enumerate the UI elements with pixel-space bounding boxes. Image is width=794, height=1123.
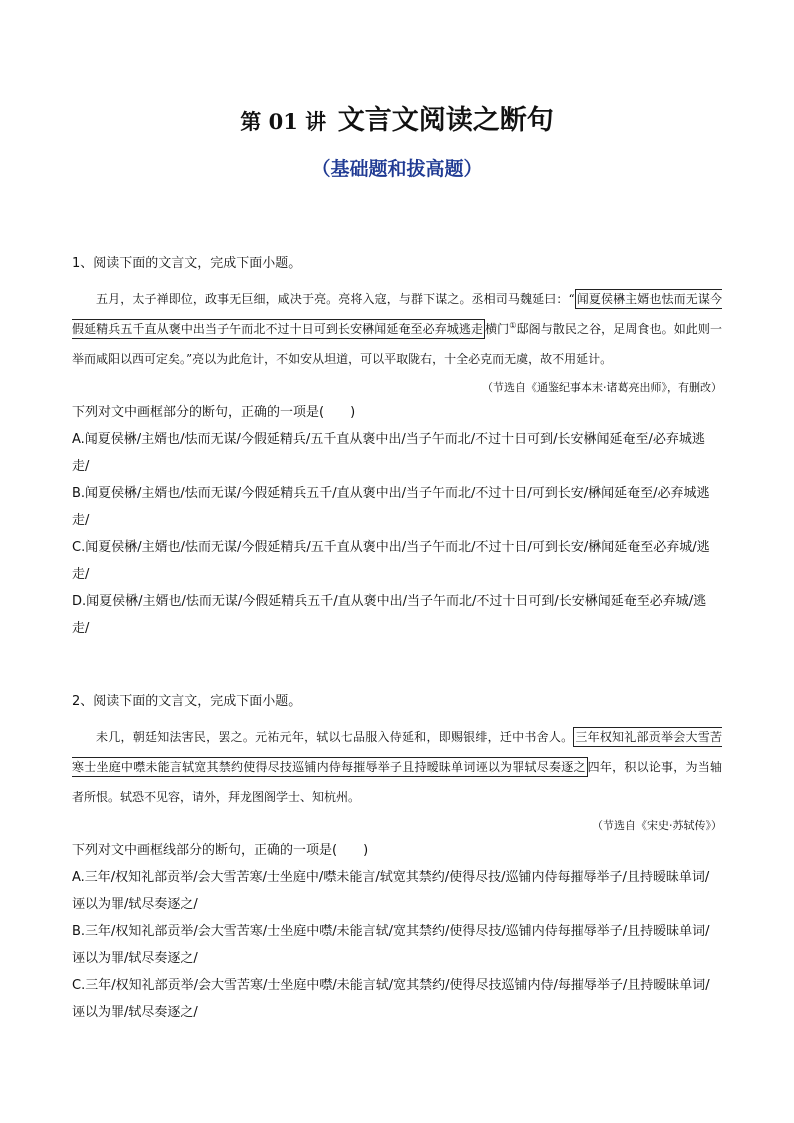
boxed-passage: 闻夏侯楙主婿也怯而无谋今假延精兵五千直从褒中出当子午而北不过十日可到长安楙闻延奄至必弃城逃走 xyxy=(72,289,722,339)
question-1-passage xyxy=(72,284,722,374)
question-1-prompt: 下列对文中画框部分的断句，正确的一项是( ) xyxy=(72,405,356,420)
answer-option-c: C.闻夏侯楙/主婿也/怯而无谋/今假延精兵/五千直从褒中出/当子午而北/不过十日/可到长安/楙闻延奄至必弃城/逃走/ xyxy=(72,540,710,582)
question-1 xyxy=(72,254,722,642)
passage-source: （节选自《宋史·苏轼传》） xyxy=(592,819,722,832)
answer-option-b: B.三年/权知礼部贡举/会大雪苦寒/士坐庭中噤/未能言轼/宽其禁约/使得尽技/巡铺内侍每摧辱举子/且持暧昧单词/诬以为罪/轼尽奏逐之/ xyxy=(72,924,710,966)
answer-option-a: A.闻夏侯楙/主婿也/怯而无谋/今假延精兵/五千直从褒中出/当子午而北/不过十日可到/长安楙闻延奄至/必弃城逃走/ xyxy=(72,432,705,474)
question-1-intro: 1、阅读下面的文言文，完成下面小题。 xyxy=(72,256,302,271)
footnote-marker: ① xyxy=(509,321,517,330)
answer-option-c: C.三年/权知礼部贡举/会大雪苦寒/士坐庭中噤/未能言轼/宽其禁约/使得尽技巡铺内侍/每摧辱举子/且持暧昧单词/诬以为罪/轼尽奏逐之/ xyxy=(72,978,710,1020)
page-title xyxy=(0,98,794,137)
answer-option-d: D.闻夏侯楙/主婿也/怯而无谋/今假延精兵五千/直从褒中出/当子午而北/不过十日可到/长安楙闻延奄至必弃城/逃走/ xyxy=(72,594,707,636)
lesson-number: 第 01 讲 xyxy=(240,109,327,134)
passage-text: 横门 xyxy=(485,322,510,336)
passage-text: 五月，太子禅即位，政事无巨细，咸决于亮。亮将入寇，与群下谋之。丞相司马魏延曰：“ xyxy=(96,292,575,306)
question-2-passage xyxy=(72,722,722,812)
boxed-passage: 三年权知礼部贡举会大雪苦寒士坐庭中噤未能言轼宽其禁约使得尽技巡铺内侍每摧辱举子且持暧昧单词诬以为罪轼尽奏逐之 xyxy=(72,727,722,777)
passage-text: 四年，积以论事，为当轴者所恨。轼恐不见容，请外，拜龙图阁学士、知杭州。 xyxy=(72,760,722,804)
question-2-intro: 2、阅读下面的文言文，完成下面小题。 xyxy=(72,694,302,709)
passage-text: 未几，朝廷知法害民，罢之。元祐元年，轼以七品服入侍延和，即赐银绯，迁中书舍人。 xyxy=(96,730,574,744)
lesson-title: 文言文阅读之断句 xyxy=(337,105,554,136)
passage-text: 邸阁与散民之谷，足周食也。如此则一举而咸阳以西可定矣。”亮以为此危计，不如安从坦道，可以平取陇右，十全必克而无虞，故不用延计。 xyxy=(72,322,722,366)
answer-option-b: B.闻夏侯楙/主婿也/怯而无谋/今假延精兵五千/直从褒中出/当子午而北/不过十日/可到长安/楙闻延奄至/必弃城逃走/ xyxy=(72,486,710,528)
passage-source: （节选自《通鉴纪事本末·诸葛亮出师》，有删改） xyxy=(482,381,722,394)
question-2-prompt: 下列对文中画框线部分的断句，正确的一项是( ) xyxy=(72,843,369,858)
answer-option-a: A.三年/权知礼部贡举/会大雪苦寒/士坐庭中/噤未能言/轼宽其禁约/使得尽技/巡铺内侍每摧辱举子/且持暧昧单词/诬以为罪/轼尽奏逐之/ xyxy=(72,870,710,912)
question-2 xyxy=(72,692,722,1026)
page-subtitle: （基础题和拔高题） xyxy=(311,158,483,180)
